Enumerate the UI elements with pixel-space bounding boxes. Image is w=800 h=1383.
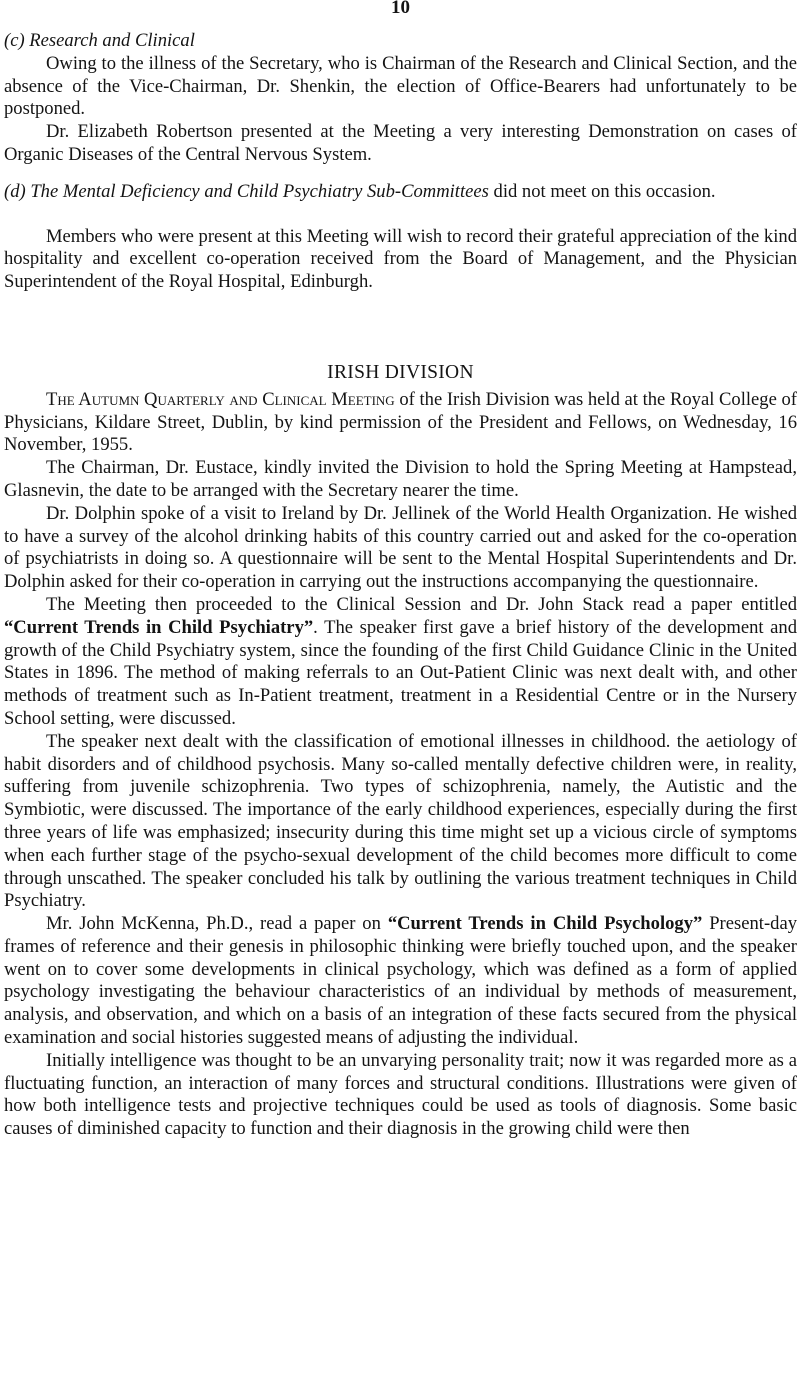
section-d-text: did not meet on this occasion. <box>488 180 716 202</box>
irish-paragraph-6-end: Present-day frames of reference and their genesis in philosophic thinking were briefly touched upon, and the speaker went on to cover some developments in clinical psychology, which was defined as a form of applied psychology investigating the behaviour characteristics of an individual by methods of measurement, analysis, and observation, and which on a basis of an integration of these facts secured from the physical examination and social histories suggested means of adjusting the individual. <box>4 913 797 1049</box>
section-c-paragraph-1: Owing to the illness of the Secretary, who is Chairman of the Research and Clinical Section, and the absence of the Vice-Chairman, Dr. Shenkin, the election of Office-Bearers had unfortunately to be postponed. <box>4 52 797 120</box>
irish-paragraph-6-start: Mr. John McKenna, Ph.D., read a paper on <box>46 913 388 935</box>
section-c-heading: (c) Research and Clinical <box>4 30 195 51</box>
irish-paragraph-4-start: The Meeting then proceeded to the Clinical Session and Dr. John Stack read a paper entitled <box>46 593 797 615</box>
section-d-paragraph <box>4 181 797 204</box>
thanks-paragraph: Members who were present at this Meeting will wish to record their grateful appreciation of the kind hospitality and excellent co-operation received from the Board of Management, and the Physician Superintendent of the Royal Hospital, Edinburgh. <box>4 225 797 293</box>
irish-paragraph-7: Initially intelligence was thought to be an unvarying personality trait; now it was regarded more as a fluctuating function, an interaction of many forces and structural conditions. Illustrations were given of how both intelligence tests and projective techniques could be used as tools of diagnosis. Some basic causes of diminished capacity to function and their diagnosis in the growing child were then <box>4 1049 797 1140</box>
irish-paragraph-6 <box>4 913 797 1050</box>
irish-paragraph-5: The speaker next dealt with the classification of emotional illnesses in childhood. the aetiology of habit disorders and of childhood psychosis. Many so-called mentally defective children were, in reality, suffering from juvenile schizophrenia. Two types of schizophrenia, namely, the Autistic and the Symbiotic, were discussed. The importance of the early childhood experiences, especially during the first three years of life was emphasized; insecurity during this time might set up a vicious circle of symptoms when each further stage of the psycho-sexual development of the child becomes more difficult to come through unscathed. The speaker concluded his talk by outlining the various treatment techniques in Child Psychiatry. <box>4 730 797 912</box>
section-d-heading: (d) The Mental Deficiency and Child Psychiatry Sub-Committees <box>4 180 489 202</box>
irish-paragraph-4 <box>4 594 797 731</box>
irish-paragraph-4-end: . The speaker first gave a brief history of the development and growth of the Child Psychiatry system, since the founding of the first Child Guidance Clinic in the United States in 1896. The method of making referrals to an Out-Patient Clinic was next dealt with, and other methods of treatment such as In-Patient treatment, treatment in a Residential Centre or in the Nursery School setting, were discussed. <box>4 616 797 729</box>
paper-title-child-psychology: “Current Trends in Child Psychology” <box>387 913 703 935</box>
paper-title-child-psychiatry: “Current Trends in Child Psychiatry” <box>4 616 314 638</box>
irish-paragraph-3: Dr. Dolphin spoke of a visit to Ireland by Dr. Jellinek of the World Health Organization. He wished to have a survey of the alcohol drinking habits of this country carried out and asked for the co-operation of psychiatrists in doing so. A questionnaire will be sent to the Mental Hospital Superintendents and Dr. Dolphin asked for their co-operation in carrying out the instructions accompanying the questionnaire. <box>4 502 797 593</box>
irish-division-title: IRISH DIVISION <box>327 361 474 383</box>
irish-paragraph-1-text: of the Irish Division was held at the Royal College of Physicians, Kildare Street, Dublin, by kind permission of the President and Fellows, on Wednesday, 16 November, 1955. <box>4 388 797 456</box>
section-c-paragraph-2: Dr. Elizabeth Robertson presented at the Meeting a very interesting Demonstration on cases of Organic Diseases of the Central Nervous System. <box>4 121 797 165</box>
page-number: 10 <box>391 0 410 18</box>
irish-paragraph-2: The Chairman, Dr. Eustace, kindly invited the Division to hold the Spring Meeting at Hampstead, Glasnevin, the date to be arranged with the Secretary nearer the time. <box>4 457 797 501</box>
document-page <box>4 0 797 1141</box>
meeting-name: The Autumn Quarterly and Clinical Meeting <box>46 388 395 410</box>
irish-paragraph-1 <box>4 389 797 457</box>
